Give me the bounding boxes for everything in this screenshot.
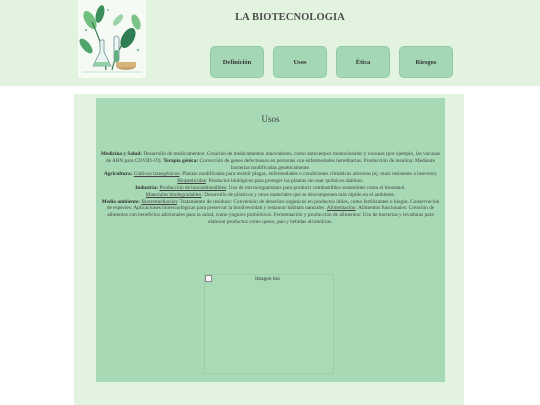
- paragraph-agricultura: [100, 171, 441, 178]
- text-materiales: : Desarrollo de plásticos y otros materiales que se descomponen más rápido en el ambiente.: [201, 191, 396, 198]
- text-cultivos: : Plantas modificadas para resistir plagas, enfermedades o condiciones climáticas adversas (ej. maíz resistente a insectos).: [179, 171, 438, 178]
- nav-button-usos[interactable]: Usos: [273, 46, 327, 78]
- paragraph-industria: [100, 185, 441, 192]
- biotech-image: [204, 274, 334, 374]
- site-title-text: LA BIOTECNOLOGIA: [235, 12, 345, 23]
- paragraph-medio-ambiente: [100, 199, 441, 226]
- site-title: [0, 12, 540, 23]
- link-biopesticidas[interactable]: Biopesticidas: [177, 178, 206, 185]
- link-biocombustibles[interactable]: Producción de biocombustibles: [159, 184, 226, 191]
- text-terapia-genica: Corrección de genes defectuosos en personas con enfermedades hereditarias. Producción de insulina: Mediante bacterias modificadas genéticamente.: [198, 157, 435, 171]
- section-body: [100, 151, 441, 226]
- nav-button-etica[interactable]: Ética: [336, 46, 390, 78]
- link-biorremediacion[interactable]: Biorremediación: [141, 198, 177, 205]
- paragraph-biopesticidas: [100, 178, 441, 185]
- page-header: [0, 0, 540, 86]
- label-medio-ambiente: Medio ambiente:: [101, 198, 140, 205]
- label-industria: Industria:: [135, 184, 159, 191]
- link-cultivos-transgenicos[interactable]: Cultivos transgénicos: [133, 171, 180, 178]
- label-medicina: Medicina y Salud:: [100, 151, 143, 157]
- label-terapia-genica: Terapia génica:: [163, 157, 199, 164]
- text-biocombustibles: : Uso de microorganismos para producir combustibles sostenibles como el bioetanol.: [225, 184, 406, 191]
- text-biorremediacion: : Tratamiento de residuos: Conversión de desechos orgánicos en productos útiles, como fertilizantes o biogás. Conservación de especies: Aplicaciones biotecnológicas para preservar la biodiversidad y restaurar hábitats naturales.: [106, 198, 440, 212]
- nav-button-riesgos[interactable]: Riesgos: [399, 46, 453, 78]
- nav-button-definicion[interactable]: Definición: [210, 46, 264, 78]
- usos-section: [96, 98, 445, 382]
- text-biopesticidas: : Productos biológicos para proteger las plantas sin usar químicos dañinos.: [205, 178, 364, 185]
- text-medicina: Desarrollo de medicamentos: Creación de medicamentos innovadores, como anticuerpos monoclonales y vacunas (por ejemplo, las vacunas de ARN para COVID-19).: [105, 151, 441, 164]
- broken-image-icon: [205, 275, 212, 282]
- image-alt-text: Imagen bio: [255, 276, 280, 282]
- link-materiales-biodegradables[interactable]: Materiales biodegradables: [145, 191, 202, 198]
- paragraph-materiales: [100, 192, 441, 199]
- label-agricultura: Agricultura:: [103, 171, 133, 178]
- paragraph-medicina: [100, 151, 441, 171]
- text-alimentacion: : Alimentos funcionales: Creación de alimentos con beneficios adicionales para la salud, como yogures probióticos. Fermentación y producción de alimentos: Uso de bacterias y levaduras para elaborar productos como queso, pan y bebidas alcohólicas.: [107, 205, 435, 225]
- link-alimentacion[interactable]: Alimentación: [326, 205, 356, 212]
- section-title: Usos: [261, 114, 280, 124]
